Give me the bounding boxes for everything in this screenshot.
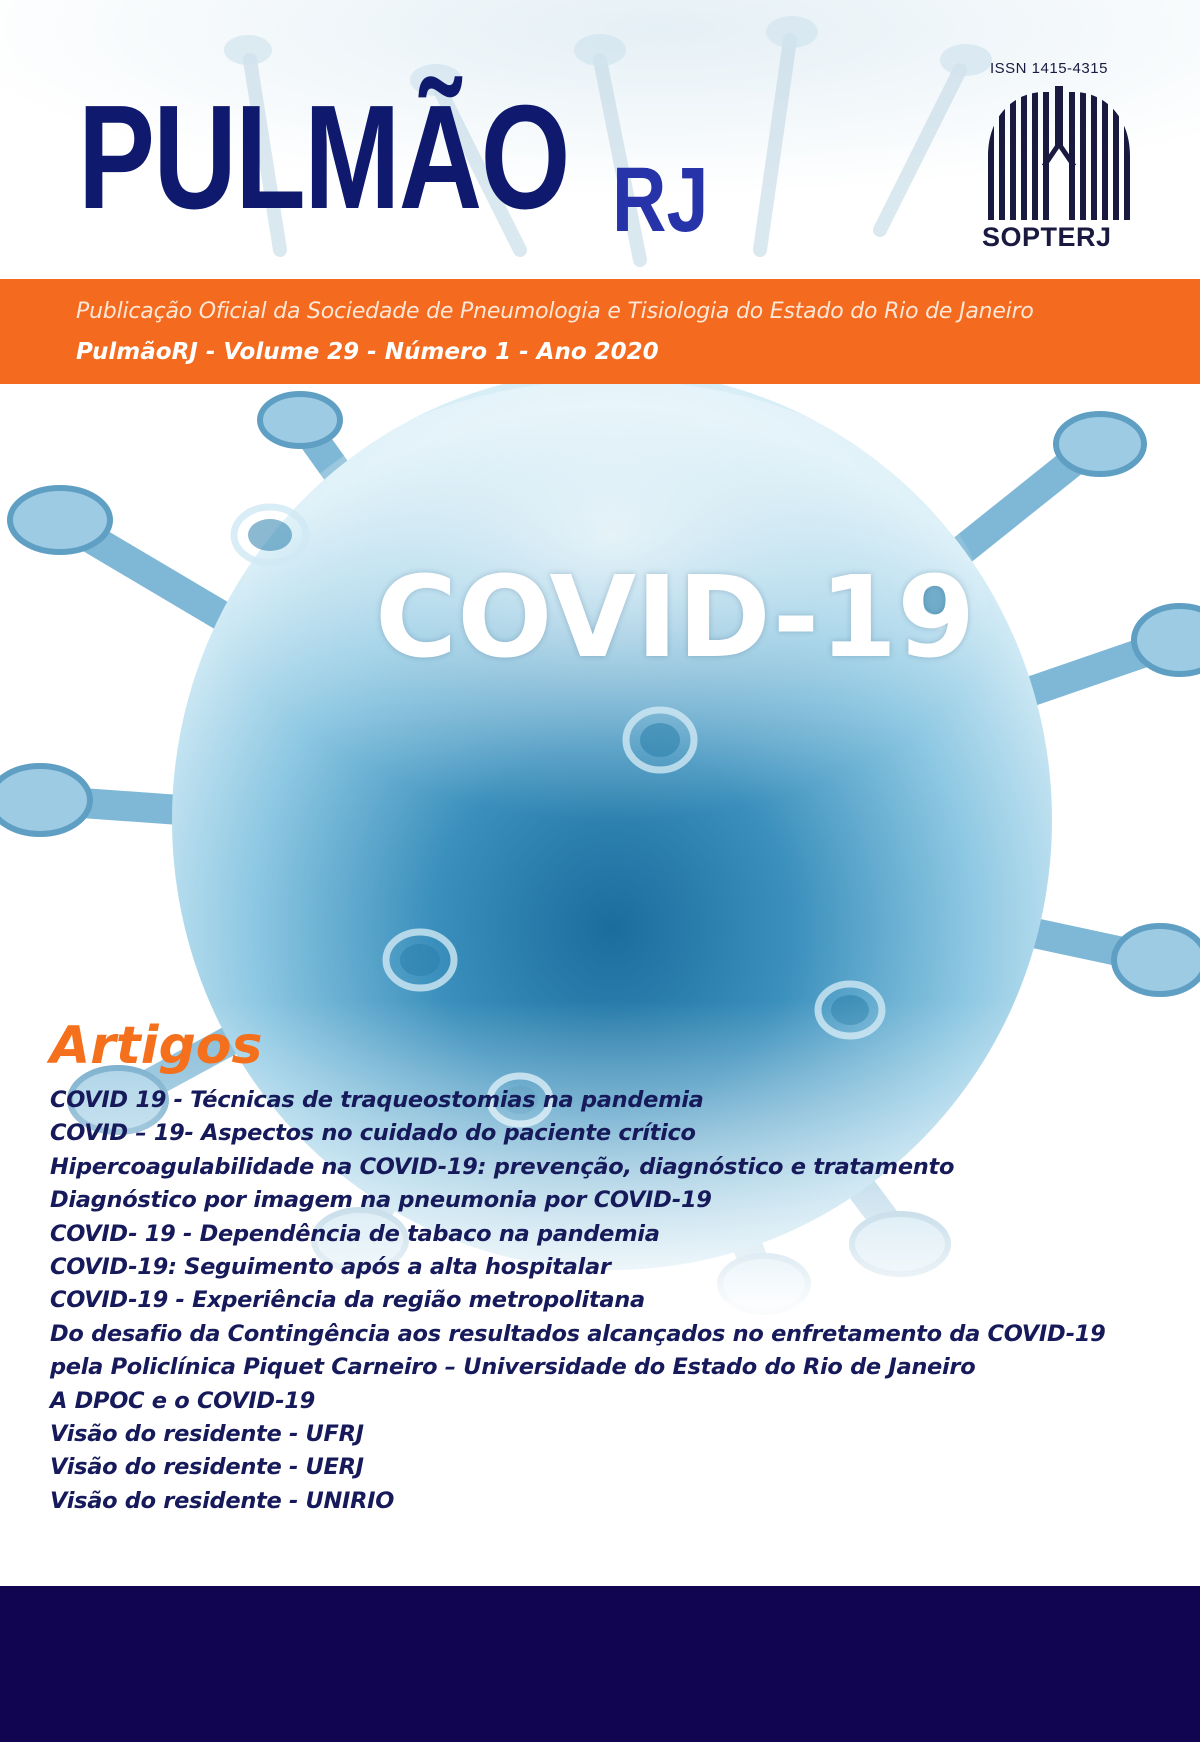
list-item: Visão do residente - UFRJ bbox=[50, 1421, 364, 1448]
journal-logo-main: PULMÃO bbox=[78, 75, 569, 240]
list-item: COVID-19 - Experiência da região metropolitana bbox=[50, 1287, 645, 1314]
articles-list bbox=[50, 1084, 1170, 1518]
volume-info: PulmãoRJ - Volume 29 - Número 1 - Ano 2020 bbox=[76, 339, 659, 365]
publication-band bbox=[0, 279, 1200, 384]
list-item: COVID – 19- Aspectos no cuidado do paciente crítico bbox=[50, 1120, 696, 1147]
cover-title: COVID-19 bbox=[375, 553, 976, 683]
list-item: COVID 19 - Técnicas de traqueostomias na pandemia bbox=[50, 1087, 704, 1113]
list-item: Diagnóstico por imagem na pneumonia por COVID-19 bbox=[50, 1187, 712, 1214]
list-item: Do desafio da Contingência aos resultados alcançados no enfretamento da COVID-19 bbox=[50, 1320, 1106, 1347]
list-item: COVID-19: Seguimento após a alta hospitalar bbox=[50, 1254, 611, 1281]
list-item: Visão do residente - UERJ bbox=[50, 1454, 364, 1481]
lungs-emblem-icon bbox=[984, 86, 1134, 220]
list-item: A DPOC e o COVID-19 bbox=[50, 1387, 315, 1414]
articles-heading: Artigos bbox=[50, 1016, 263, 1076]
masthead bbox=[0, 0, 1200, 278]
publication-subtitle: Publicação Oficial da Sociedade de Pneumologia e Tisiologia do Estado do Rio de Janeiro bbox=[76, 299, 1034, 324]
society-label: SOPTERJ bbox=[982, 222, 1112, 252]
footer-bar bbox=[0, 1586, 1200, 1742]
list-item: Visão do residente - UNIRIO bbox=[50, 1487, 395, 1514]
list-item: Hipercoagulabilidade na COVID-19: prevenção, diagnóstico e tratamento bbox=[50, 1153, 955, 1180]
list-item: COVID- 19 - Dependência de tabaco na pandemia bbox=[50, 1220, 660, 1247]
journal-logo-suffix: RJ bbox=[612, 149, 709, 251]
list-item: pela Policlínica Piquet Carneiro – Universidade do Estado do Rio de Janeiro bbox=[50, 1354, 976, 1381]
issn-number: ISSN 1415-4315 bbox=[990, 60, 1108, 77]
articles-section bbox=[50, 1016, 1170, 1518]
